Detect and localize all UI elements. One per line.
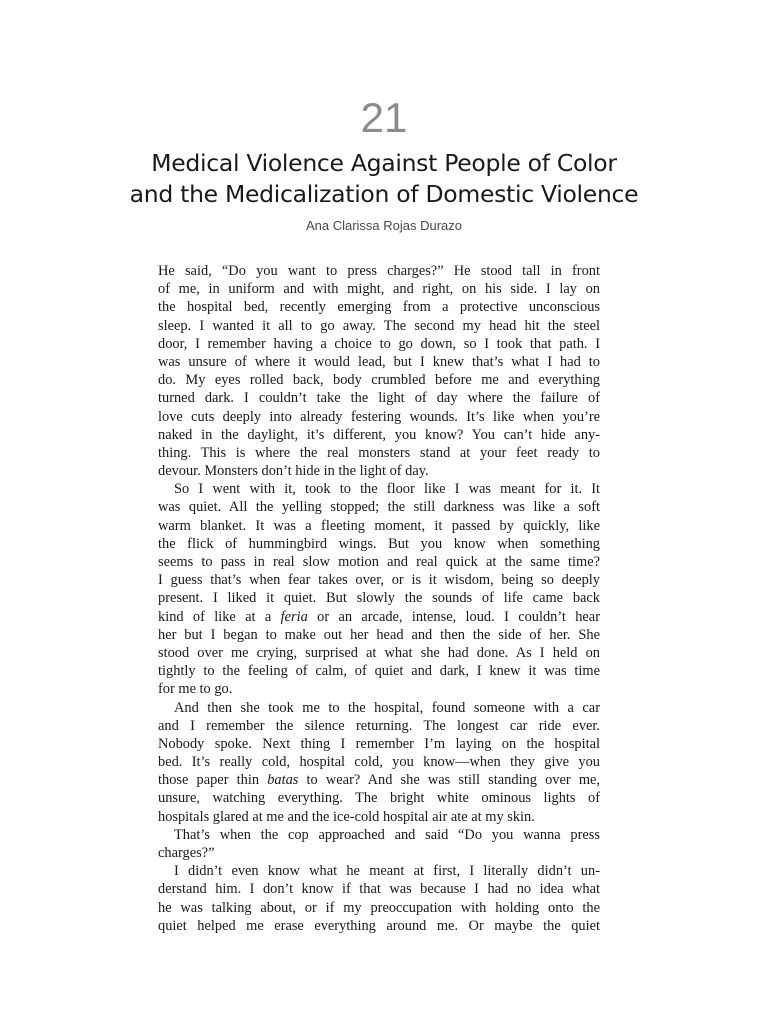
text-line: unsure, watching everything. The bright white ominous lights of bbox=[158, 790, 600, 807]
text-line: was unsure of where it would lead, but I knew that’s what I had to bbox=[158, 353, 600, 370]
text-line: derstand him. I don’t know if that was because I had no idea what bbox=[158, 881, 600, 898]
text-line: Nobody spoke. Next thing I remember I’m laying on the hospital bbox=[158, 735, 600, 752]
text-line: for me to go. bbox=[158, 681, 233, 698]
text-line: love cuts deeply into already festering wounds. It’s like when you’re bbox=[158, 408, 600, 425]
text-line: the flick of hummingbird wings. But you know when something bbox=[158, 535, 600, 552]
text-line: bed. It’s really cold, hospital cold, you know—when they give you bbox=[158, 754, 600, 771]
text-line: He said, “Do you want to press charges?” He stood tall in front bbox=[158, 263, 600, 279]
text-segment: kind of like at a bbox=[158, 608, 281, 625]
body-text bbox=[158, 262, 600, 935]
text-line bbox=[158, 608, 600, 626]
text-line: quiet helped me erase everything around me. Or maybe the quiet bbox=[158, 917, 600, 934]
text-segment: to wear? And she was still standing over me, bbox=[298, 772, 601, 789]
text-line: thing. This is where the real monsters stand at your feet ready to bbox=[158, 444, 600, 461]
chapter-title bbox=[0, 148, 768, 210]
text-line: her but I began to make out her head and then the side of her. She bbox=[158, 626, 600, 643]
text-line: tightly to the feeling of calm, of quiet and dark, I knew it was time bbox=[158, 663, 600, 680]
text-line: warm blanket. It was a fleeting moment, it passed by quickly, like bbox=[158, 517, 600, 534]
text-line: the hospital bed, recently emerging from a protective unconscious bbox=[158, 299, 600, 316]
text-segment: those paper thin bbox=[158, 772, 268, 789]
text-line: he was talking about, or if my preoccupation with holding onto the bbox=[158, 899, 600, 916]
chapter-title-line: Medical Violence Against People of Color bbox=[151, 149, 617, 177]
chapter-number: 21 bbox=[360, 94, 408, 141]
text-line: was quiet. All the yelling stopped; the still darkness was like a soft bbox=[158, 499, 600, 516]
text-line: And then she took me to the hospital, found someone with a car bbox=[174, 699, 600, 716]
italic-word: batas bbox=[267, 772, 299, 789]
text-line bbox=[158, 771, 600, 789]
text-line: hospitals glared at me and the ice-cold hospital air ate at my skin. bbox=[158, 808, 535, 825]
chapter-author: Ana Clarissa Rojas Durazo bbox=[305, 218, 463, 233]
text-line: door, I remember having a choice to go down, so I took that path. I bbox=[158, 335, 600, 352]
text-line: That’s when the cop approached and said “Do you wanna press bbox=[174, 826, 600, 843]
italic-word: feria bbox=[280, 608, 308, 625]
text-line: present. I liked it quiet. But slowly the sounds of life came back bbox=[158, 590, 600, 607]
text-line: naked in the daylight, it’s different, you know? You can’t hide any- bbox=[158, 426, 600, 443]
text-line: do. My eyes rolled back, body crumbled before me and everything bbox=[158, 372, 600, 389]
text-line: seems to pass in real slow motion and real quick at the same time? bbox=[158, 554, 600, 570]
text-segment: or an arcade, intense, loud. I couldn’t hear bbox=[307, 608, 600, 625]
text-line: sleep. I wanted it all to go away. The second my head hit the steel bbox=[158, 317, 600, 334]
text-line: turned dark. I couldn’t take the light of day where the failure of bbox=[158, 390, 600, 407]
text-line: I guess that’s when fear takes over, or is it wisdom, being so deeply bbox=[158, 572, 600, 589]
text-line: of me, in uniform and with might, and right, on his side. I lay on bbox=[158, 281, 600, 298]
text-line: So I went with it, took to the floor like I was meant for it. It bbox=[174, 481, 600, 498]
text-line: devour. Monsters don’t hide in the light of day. bbox=[158, 463, 429, 480]
text-line: I didn’t even know what he meant at first, I literally didn’t un- bbox=[174, 863, 600, 880]
chapter-title-line: and the Medicalization of Domestic Violence bbox=[129, 180, 639, 208]
text-line: and I remember the silence returning. The longest car ride ever. bbox=[158, 717, 600, 734]
text-line: charges?” bbox=[158, 845, 215, 861]
text-line: stood over me crying, surprised at what she had done. As I held on bbox=[158, 644, 600, 661]
